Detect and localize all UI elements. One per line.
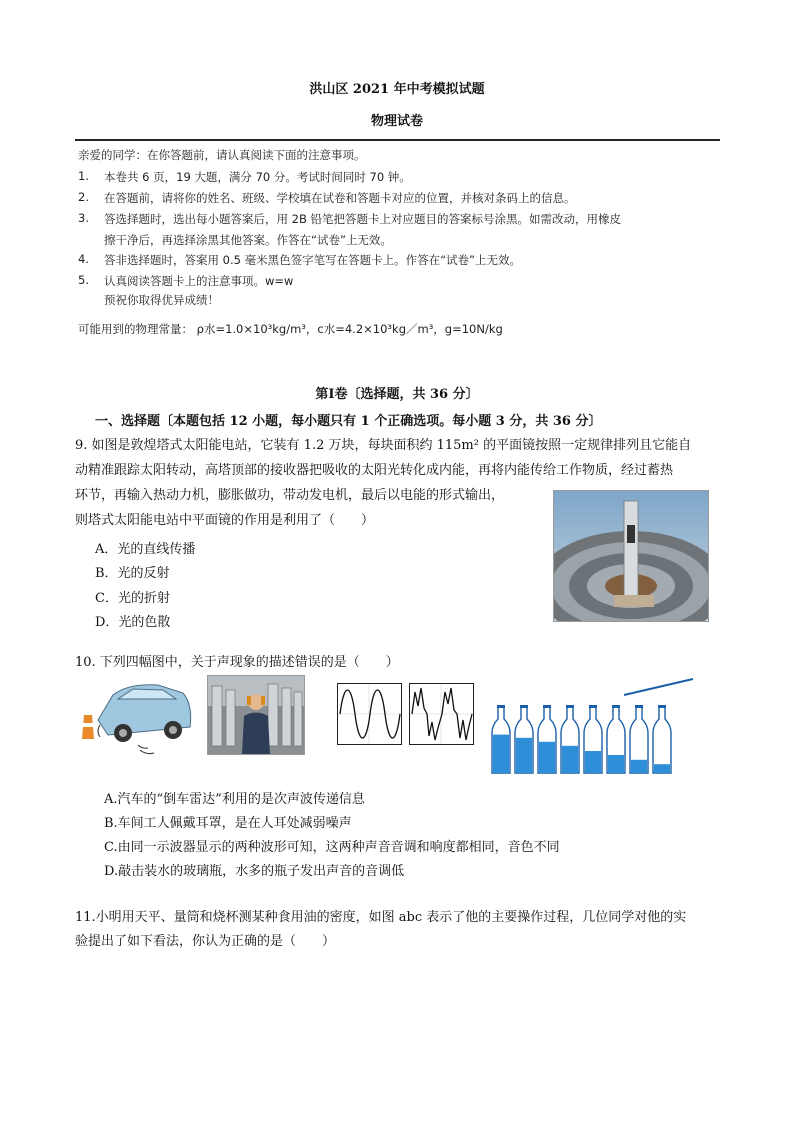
q9-line: 环节，再输入热动力机，膨胀做功，带动发电机，最后以电能的形式输出， (75, 488, 505, 503)
bottle-cap (612, 705, 620, 708)
exam-subtitle: 物理试卷 (370, 114, 423, 129)
bottle-cap (658, 705, 666, 708)
exam-title: 洪山区 2021 年中考模拟试题 (309, 82, 485, 97)
q9-option-c: C．光的折射 (95, 591, 170, 606)
q9-option-a: A．光的直线传播 (95, 542, 196, 557)
header-rule (75, 139, 720, 141)
q11-line: 验提出了如下看法，你认为正确的是（ ） (75, 934, 336, 949)
car-reverse-radar-image (78, 675, 196, 755)
bottle-cap (566, 705, 574, 708)
q10-stem: 10. 下列四幅图中，关于声现象的描述错误的是（ ） (75, 655, 399, 670)
q10-option-d: D.敲击装水的玻璃瓶，水多的瓶子发出声音的音调低 (104, 864, 405, 879)
bottle-water (539, 742, 555, 773)
waveform-a-image (337, 683, 402, 745)
glass-bottle (653, 707, 671, 773)
q10-option-b: B.车间工人佩戴耳罩，是在人耳处减弱噪声 (104, 816, 352, 831)
water-bottles-image (488, 675, 698, 775)
section-instructions: 一、选择题〔本题包括 12 小题，每小题只有 1 个正确选项。每小题 3 分，共 36 分〕 (95, 414, 602, 429)
notice-item-num: 3. (78, 211, 89, 225)
bottle-water (562, 746, 578, 773)
solar-tower-image (553, 490, 709, 622)
notice-item: 在答题前，请将你的姓名、班级、学校填在试卷和答题卡对应的位置，并核对条码上的信息。 (104, 191, 576, 205)
bottle-cap (589, 705, 597, 708)
bottle-water (631, 760, 647, 773)
notice-item-num: 1. (78, 169, 89, 183)
notice-item-num: 4. (78, 252, 89, 266)
bottle-cap (543, 705, 551, 708)
q11-line: 11.小明用天平、量筒和烧杯测某种食用油的密度，如图 abc 表示了他的主要操作过程，几位同学对他的实 (75, 910, 687, 925)
bottle-water (585, 751, 601, 773)
q9-line: 则塔式太阳能电站中平面镜的作用是利用了（ ） (75, 513, 375, 528)
q9-option-b: B．光的反射 (95, 566, 170, 581)
notice-item-num: 2. (78, 190, 89, 204)
bottle-water (654, 764, 670, 773)
q9-option-d: D．光的色散 (95, 615, 171, 630)
section-title: 第Ⅰ卷〔选择题，共 36 分〕 (315, 387, 479, 402)
bottle-water (516, 738, 532, 773)
bottle-cap (635, 705, 643, 708)
notice-item: 认真阅读答题卡上的注意事项。w=w (104, 274, 294, 288)
bottle-cap (520, 705, 528, 708)
notice-item: 答非选择题时，答案用 0.5 毫米黑色签字笔写在答题卡上。作答在“试卷”上无效。 (104, 253, 522, 267)
bottle-water (493, 735, 509, 773)
notice-item: 本卷共 6 页，19 大题，满分 70 分。考试时间同时 70 钟。 (104, 170, 411, 184)
q10-option-c: C.由同一示波器显示的两种波形可知，这两种声音音调和响度都相同，音色不同 (104, 840, 560, 855)
q9-line: 9. 如图是敦煌塔式太阳能电站，它装有 1.2 万块，每块面积约 115m² 的平面镜按照一定规律排列且它能自 (75, 438, 692, 453)
notice-item: 答选择题时，选出每小题答案后，用 2B 铅笔把答题卡上对应题目的答案标号涂黑。如需改动，用橡皮 (104, 212, 622, 226)
notice-item-num: 5. (78, 273, 89, 287)
workshop-worker-image (207, 675, 305, 755)
q10-option-a: A.汽车的“倒车雷达”利用的是次声波传递信息 (104, 792, 365, 807)
notice-wish: 预祝你取得优异成绩！ (104, 293, 219, 307)
q9-line: 动精准跟踪太阳转动，高塔顶部的接收器把吸收的太阳光转化成内能，再将内能传给工作物质，经过蓄热 (75, 463, 674, 478)
bottle-cap (497, 705, 505, 708)
notice-item: 擦干净后，再选择涂黑其他答案。作答在“试卷”上无效。 (104, 233, 392, 247)
notice-intro: 亲爱的同学：在你答题前，请认真阅读下面的注意事项。 (78, 148, 366, 162)
bottle-water (608, 755, 624, 773)
waveform-b-image (409, 683, 474, 745)
physical-constants: 可能用到的物理常量： ρ水=1.0×10³kg/m³，c水=4.2×10³kg／m³，g=10N/kg (78, 322, 503, 336)
